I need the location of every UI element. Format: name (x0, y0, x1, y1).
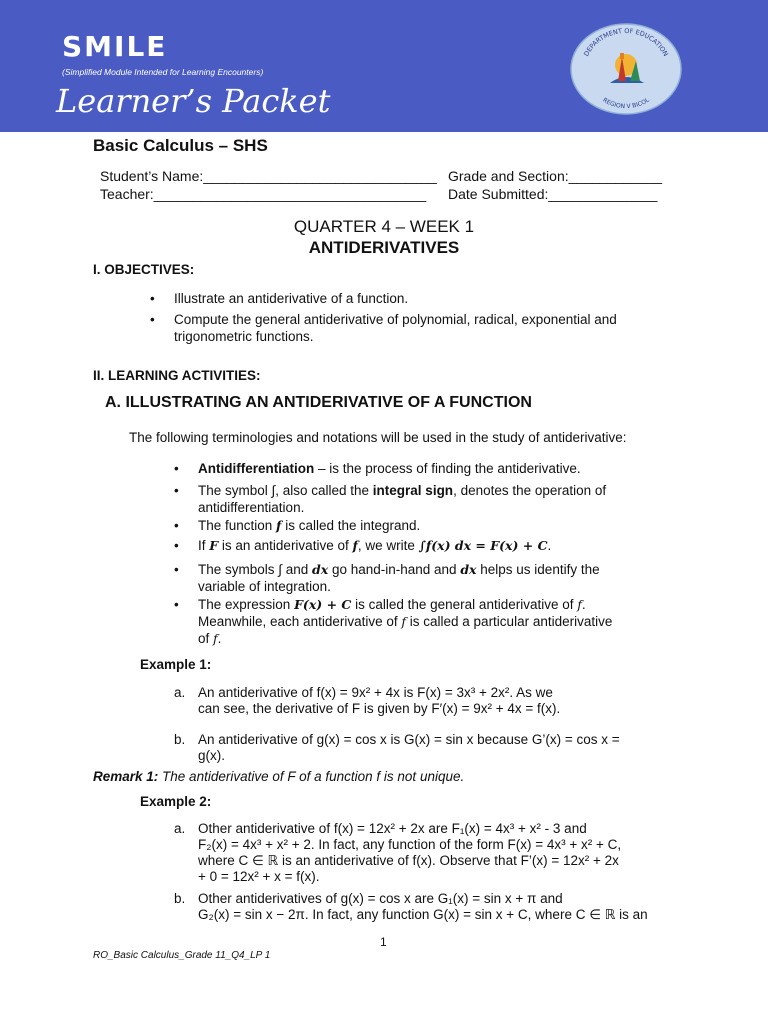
term-variable-of-integration: • The symbols ∫ and dx go hand-in-hand and dx helps us identify the variable of integration. (198, 561, 634, 595)
example-2-heading: Example 2: (140, 794, 212, 809)
example-1a-label: a. (174, 685, 186, 700)
svg-text:REGION V BICOL: REGION V BICOL (601, 96, 651, 111)
section-a-heading: A. ILLUSTRATING AN ANTIDERIVATIVE OF A FUNCTION (105, 394, 532, 411)
date-submitted-field: Date Submitted:______________ (448, 186, 658, 202)
packet-title: Learner’s Packet (56, 82, 331, 120)
teacher-field: Teacher:___________________________________ (100, 186, 427, 202)
brand-logo-text: SMILE (62, 30, 168, 63)
quarter-heading: QUARTER 4 – WEEK 1 (293, 217, 475, 236)
example-2b-line: Other antiderivatives of g(x) = cos x are G₁(x) = sin x + π and (198, 891, 563, 906)
lesson-title: ANTIDERIVATIVES (308, 238, 460, 257)
term-antidifferentiation: • Antidifferentiation – is the process of finding the antiderivative. (198, 460, 638, 477)
objective-item: • Compute the general antiderivative of polynomial, radical, exponential and trigonometric functions. (174, 311, 652, 345)
page-number: 1 (380, 935, 387, 949)
footer-code: RO_Basic Calculus_Grade 11_Q4_LP 1 (93, 950, 271, 961)
student-name-field: Student’s Name:______________________________ (100, 168, 437, 184)
example-2b-label: b. (174, 891, 186, 906)
term-integrand: • The function f is called the integrand. (198, 517, 638, 534)
grade-section-field: Grade and Section:____________ (448, 168, 663, 184)
example-2a-line: Other antiderivative of f(x) = 12x² + 2x are F₁(x) = 4x³ + x² - 3 and (198, 821, 587, 836)
brand-subtitle: (Simplified Module Intended for Learning Encounters) (62, 67, 264, 77)
example-1-heading: Example 1: (140, 657, 212, 672)
example-2a-line: F₂(x) = 4x³ + x² + 2. In fact, any function of the form F(x) = 4x³ + x² + C, (198, 837, 622, 852)
example-1a-line: can see, the derivative of F is given by F′(x) = 9x² + 4x = f(x). (198, 701, 561, 716)
intro-paragraph: The following terminologies and notations will be used in the study of antiderivative: (129, 430, 627, 445)
example-2a-line: + 0 = 12x² + x = f(x). (198, 869, 320, 884)
activities-heading: II. LEARNING ACTIVITIES: (93, 368, 261, 383)
example-1a-line: An antiderivative of f(x) = 9x² + 4x is F(x) = 3x³ + 2x². As we (198, 685, 553, 700)
example-2b-line: G₂(x) = sin x − 2π. In fact, any function G(x) = sin x + C, where C ∈ ℝ is an (198, 907, 648, 922)
svg-text:DEPARTMENT OF EDUCATION: DEPARTMENT OF EDUCATION (582, 26, 670, 58)
term-general-antiderivative: • The expression F(x) + C is called the general antiderivative of f. Meanwhile, each antiderivative of f is called a particular antiderivative of f. (198, 596, 618, 647)
term-integral-sign: • The symbol ∫, also called the integral sign, denotes the operation of antidifferentiation. (198, 482, 634, 516)
example-2a-line: where C ∈ ℝ is an antiderivative of f(x). Observe that F’(x) = 12x² + 2x (198, 853, 619, 868)
deped-seal-logo (570, 23, 682, 115)
example-1b-label: b. (174, 732, 186, 747)
objectives-heading: I. OBJECTIVES: (93, 262, 195, 277)
example-1b-line: An antiderivative of g(x) = cos x is G(x) = sin x because G’(x) = cos x = (198, 732, 620, 747)
example-2a-label: a. (174, 821, 186, 836)
example-1b-line: g(x). (198, 748, 225, 763)
objective-item: • Illustrate an antiderivative of a function. (174, 290, 654, 307)
header-banner (0, 0, 768, 132)
remark-1: Remark 1: The antiderivative of F of a function f is not unique. (93, 769, 465, 784)
term-integral-notation: • If F is an antiderivative of f, we write ∫f(x) dx = F(x) + C. (198, 537, 638, 554)
course-title: Basic Calculus – SHS (93, 136, 268, 155)
